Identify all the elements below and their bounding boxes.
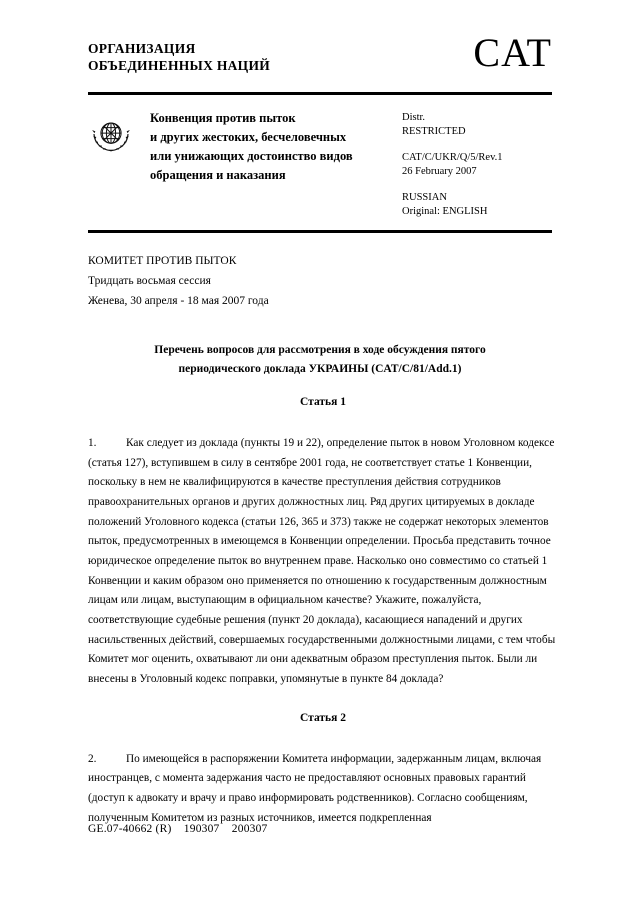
committee-block [88, 252, 269, 311]
distribution-gap-1 [402, 140, 552, 151]
masthead [88, 30, 552, 75]
document-footer-code: GE.07-40662 (R) 190307 200307 [88, 823, 268, 835]
article-heading-2: Статья 2 [300, 711, 346, 724]
committee-venue: Женева, 30 апреля - 18 мая 2007 года [88, 294, 269, 307]
distribution-label: Distr. [402, 112, 426, 123]
convention-title-line3: или унижающих достоинство видов [150, 149, 353, 163]
organization-name-line2: ОБЪЕДИНЕННЫХ НАЦИЙ [88, 58, 271, 74]
paragraph-2-text: По имеющейся в распоряжении Комитета информации, задержанным лицам, включая иностранцев, с момента задержания часто не предоставляют основных правовых гарантий (доступ к адвокату и врачу и право информировать родственников). Согласно сообщениям, полученным Комитетом из разных источников, имеется подкрепленная [88, 752, 542, 824]
document-symbol: CAT/C/UKR/Q/5/Rev.1 [402, 151, 503, 163]
un-emblem-icon [88, 112, 134, 158]
convention-block [88, 108, 552, 220]
convention-title [150, 108, 394, 185]
organization-name [88, 40, 270, 75]
header-divider-top [88, 92, 552, 95]
paragraph-2-number: 2. [88, 752, 97, 765]
organization-name-line1: ОРГАНИЗАЦИЯ [88, 41, 196, 56]
document-body [88, 396, 558, 828]
distribution-gap-2 [402, 180, 552, 191]
article-heading-1: Статья 1 [300, 396, 346, 408]
convention-title-line1: Конвенция против пыток [150, 111, 296, 125]
document-title [88, 341, 552, 378]
header-divider-bottom [88, 230, 552, 233]
document-language: RUSSIAN [402, 191, 447, 203]
convention-title-line4: обращения и наказания [150, 168, 286, 182]
paragraph-2 [88, 750, 558, 829]
committee-name: КОМИТЕТ ПРОТИВ ПЫТОК [88, 255, 237, 267]
document-date: 26 February 2007 [402, 166, 477, 178]
distribution-value: RESTRICTED [402, 126, 466, 138]
committee-session: Тридцать восьмая сессия [88, 274, 211, 287]
cat-logo: CAT [473, 30, 552, 75]
document-title-line1: Перечень вопросов для рассмотрения в ходе обсуждения пятого [154, 344, 486, 356]
paragraph-1 [88, 434, 558, 690]
document-title-line2: периодического доклада УКРАИНЫ (CAT/C/81/Add.1) [178, 362, 462, 375]
distribution-block [402, 108, 552, 220]
document-original-language: Original: ENGLISH [402, 206, 488, 218]
spacer-3 [88, 724, 558, 750]
convention-title-line2: и других жестоких, бесчеловечных [150, 130, 347, 144]
paragraph-1-number: 1. [88, 437, 97, 449]
spacer-1 [88, 408, 558, 434]
spacer-2 [88, 690, 558, 712]
paragraph-1-text: Как следует из доклада (пункты 19 и 22), определение пыток в новом Уголовном кодексе (статья 127), вступившем в силу в сентябре 2001 года, не соответствует статье 1 Конвенции, поскольку в нем не квалифицируются в качестве преступления действия сотрудников правоохранительных органов и других должностных лиц. Ряд других цитируемых в докладе положений Уголовного кодекса (статьи 126, 365 и 373) также не содержат некоторых элементов пыток, предусмотренных в имеющемся в Конвенции определении. Просьба представить точное юридическое определение пыток во внутреннем праве. Насколько оно совместимо со статьей 1 Конвенции и каким образом оно применяется по отношению к государственным должностным лицам или лицам, выступающим в официальном качестве? Укажите, пожалуйста, соответствующие судебные решения (пункт 20 доклада), касающиеся нападений и других насильственных действий, совершаемых государственными должностными лицами, с тем чтобы Комитет мог оценить, охватывают ли они адекватным образом преступления пыток. Были ли внесены в Уголовный кодекс поправки, упомянутые в пункте 84 доклада? [88, 437, 556, 685]
